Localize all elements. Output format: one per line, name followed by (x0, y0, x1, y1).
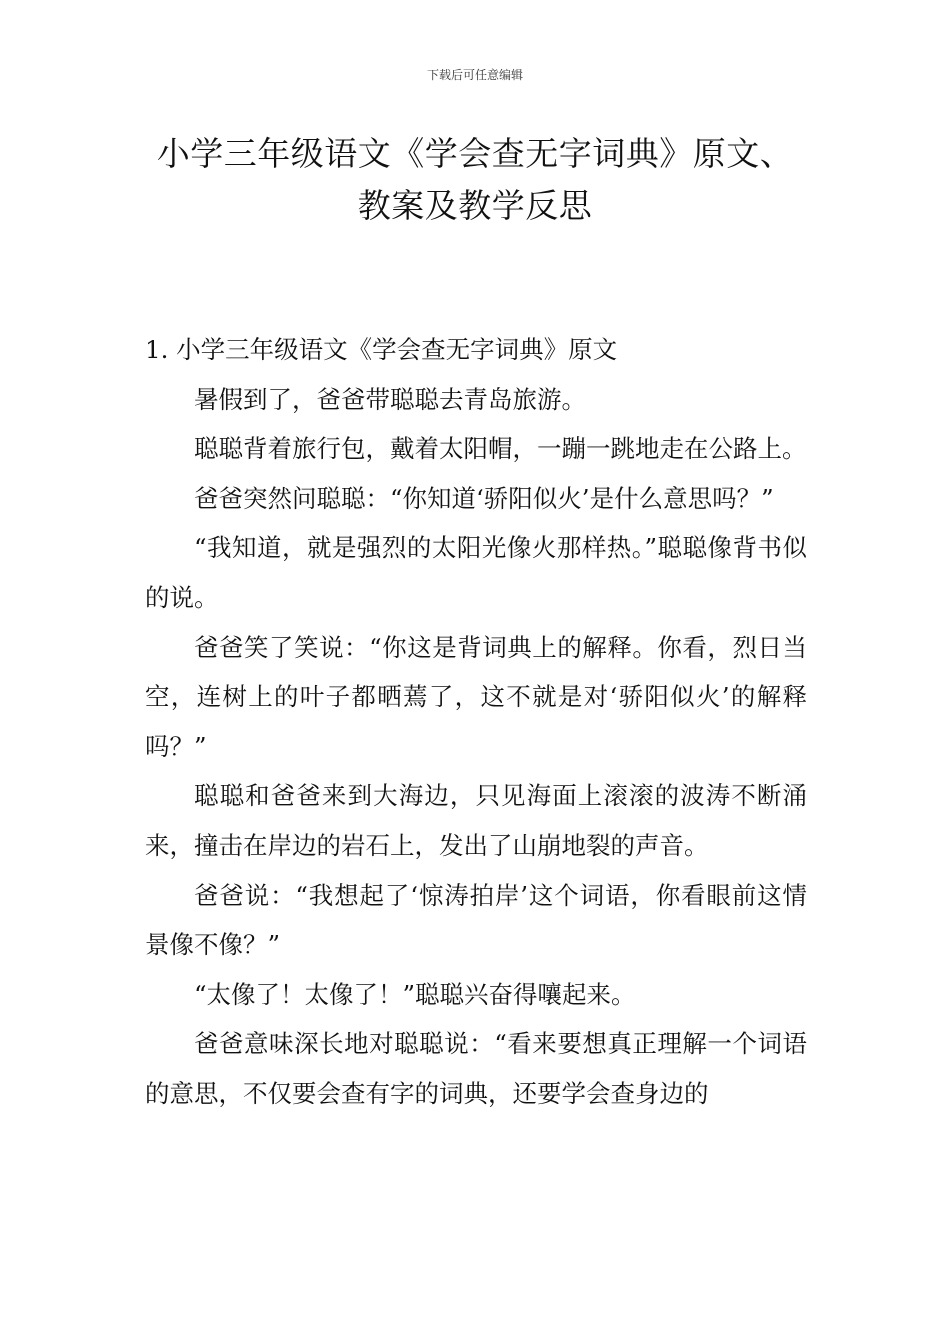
paragraph: 爸爸说：“我想起了‘惊涛拍岸’这个词语，你看眼前这情景像不像？” (145, 880, 807, 960)
document-title (145, 128, 805, 232)
paragraph: “太像了！太像了！”聪聪兴奋得嚷起来。 (194, 979, 636, 1009)
paragraph: 爸爸意味深长地对聪聪说：“看来要想真正理解一个词语的意思，不仅要会查有字的词典，还要学会查身边的 (145, 1029, 807, 1108)
paragraph: 爸爸突然问聪聪：“你知道‘骄阳似火’是什么意思吗？” (194, 483, 774, 513)
paragraph: 暑假到了，爸爸带聪聪去青岛旅游。 (194, 384, 586, 414)
paragraph: 爸爸笑了笑说：“你这是背词典上的解释。你看，烈日当空，连树上的叶子都晒蔫了，这不就是对‘骄阳似火’的解释吗？” (145, 632, 807, 761)
document-body (145, 325, 807, 1119)
paragraph: 聪聪背着旅行包，戴着太阳帽，一蹦一跳地走在公路上。 (194, 434, 807, 464)
section-heading: 1. 小学三年级语文《学会查无字词典》原文 (145, 335, 618, 364)
paragraph: 聪聪和爸爸来到大海边，只见海面上滚滚的波涛不断涌来，撞击在岸边的岩石上，发出了山崩地裂的声音。 (145, 781, 807, 860)
title-line-2: 教案及教学反思 (357, 186, 593, 225)
paragraph: “我知道，就是强烈的太阳光像火那样热。”聪聪像背书似的说。 (145, 533, 807, 612)
title-line-1: 小学三年级语文《学会查无字词典》原文、 (156, 134, 794, 173)
page-header-note: 下载后可任意编辑 (426, 68, 523, 82)
